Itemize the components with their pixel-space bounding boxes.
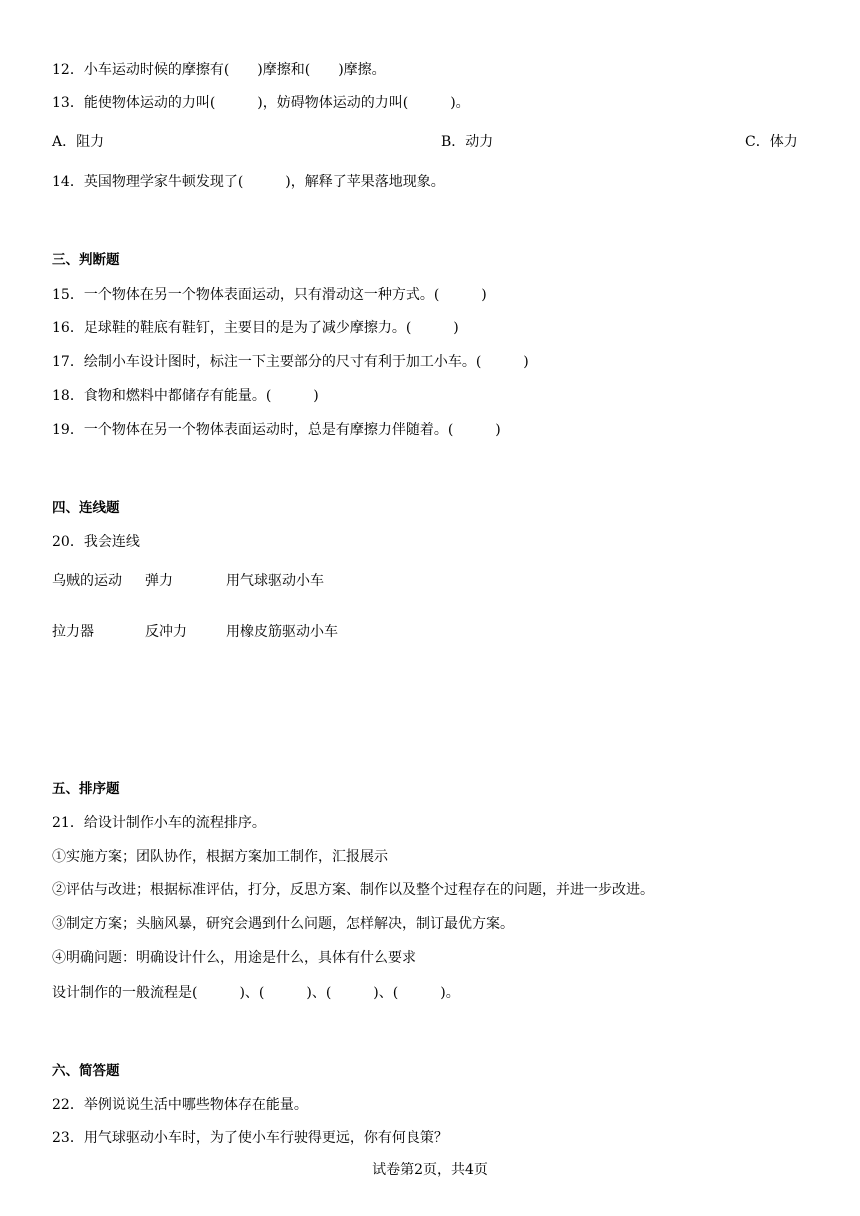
q14: 14．英国物理学家牛顿发现了( )，解释了苹果落地现象。 [52, 174, 445, 190]
section5-heading: 五、排序题 [52, 781, 120, 797]
match-right-item: 用气球驱动小车 [226, 573, 324, 589]
step-3: ③制定方案；头脑风暴，研究会遇到什么问题，怎样解决，制订最优方案。 [52, 916, 514, 932]
section6-heading: 六、简答题 [52, 1063, 120, 1079]
match-left-item: 拉力器 [52, 624, 94, 640]
step-1: ①实施方案；团队协作，根据方案加工制作，汇报展示 [52, 849, 388, 865]
page-footer: 试卷第2页，共4页 [372, 1162, 488, 1178]
step-2: ②评估与改进；根据标准评估，打分，反思方案、制作以及整个过程存在的问题，并进一步改进。 [52, 882, 654, 898]
q20: 20．我会连线 [52, 534, 140, 550]
q21: 21．给设计制作小车的流程排序。 [52, 815, 266, 831]
q21-answer-line: 设计制作的一般流程是( )、( )、( )、( )。 [52, 985, 460, 1001]
match-left-item: 乌贼的运动 [52, 573, 122, 589]
q13-option-c: C．体力 [745, 134, 798, 150]
q13-option-a: A．阻力 [52, 134, 105, 150]
q23: 23．用气球驱动小车时，为了使小车行驶得更远，你有何良策？ [52, 1130, 448, 1146]
q12: 12．小车运动时候的摩擦有( )摩擦和( )摩擦。 [52, 62, 386, 78]
q16: 16．足球鞋的鞋底有鞋钉，主要目的是为了减少摩擦力。( ) [52, 320, 459, 336]
match-middle-item: 反冲力 [145, 624, 187, 640]
q13-option-b: B．动力 [441, 134, 494, 150]
match-middle-item: 弹力 [145, 573, 173, 589]
q22: 22．举例说说生活中哪些物体存在能量。 [52, 1097, 308, 1113]
section4-heading: 四、连线题 [52, 500, 120, 516]
q13: 13．能使物体运动的力叫( )，妨碍物体运动的力叫( )。 [52, 95, 470, 111]
q17: 17．绘制小车设计图时，标注一下主要部分的尺寸有利于加工小车。( ) [52, 354, 529, 370]
section3-heading: 三、判断题 [52, 252, 120, 268]
match-right-item: 用橡皮筋驱动小车 [226, 624, 338, 640]
step-4: ④明确问题：明确设计什么，用途是什么，具体有什么要求 [52, 950, 416, 966]
q19: 19．一个物体在另一个物体表面运动时，总是有摩擦力伴随着。( ) [52, 422, 501, 438]
q15: 15．一个物体在另一个物体表面运动，只有滑动这一种方式。( ) [52, 287, 487, 303]
q18: 18．食物和燃料中都储存有能量。( ) [52, 388, 319, 404]
